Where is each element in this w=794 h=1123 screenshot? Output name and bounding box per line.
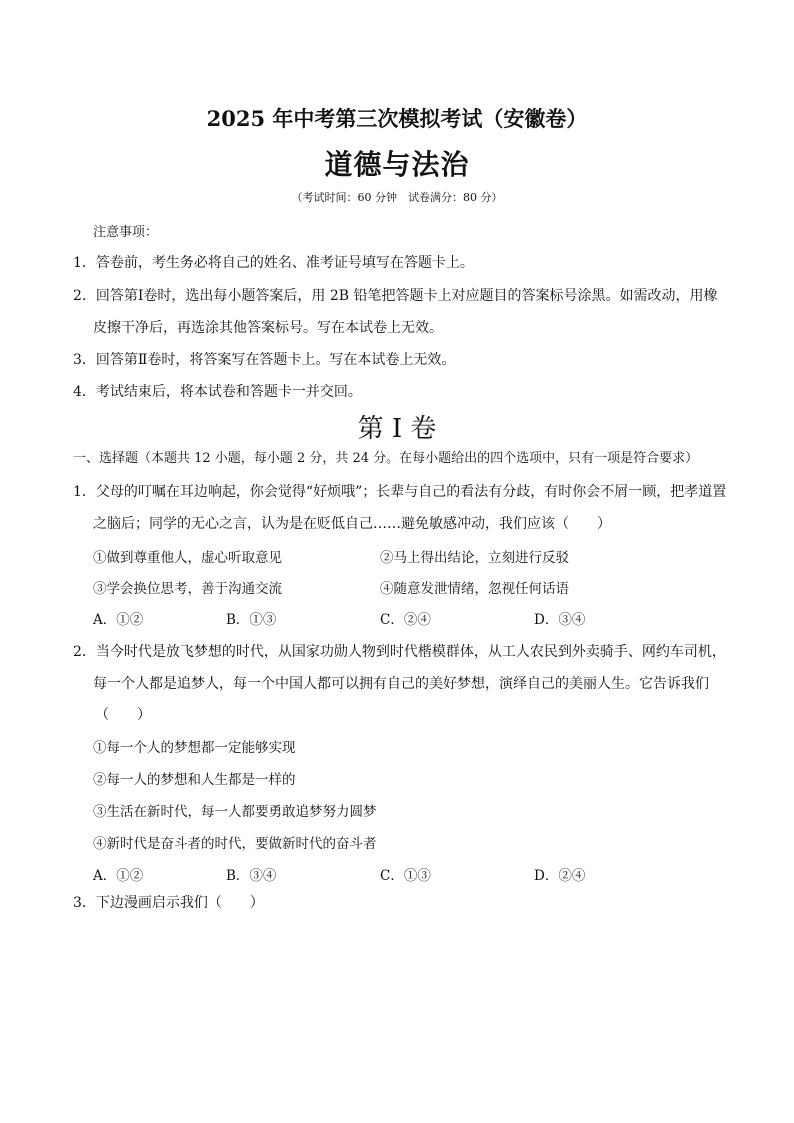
q2-statement-1: ①每一个人的梦想都一定能够实现 — [93, 740, 296, 756]
q2-answer-blank: （ ） — [95, 707, 151, 723]
q1-option-d: D．③④ — [534, 612, 586, 628]
q1-stem-line2: 之脑后；同学的无心之言，认为是在贬低自己……避免敏感冲动，我们应该（ ） — [93, 516, 611, 532]
q1-stem-line1: 1．父母的叮嘱在耳边响起，你会觉得“好烦哦”；长辈与自己的看法有分歧，有时你会不屑一顾，把孝道置 — [73, 484, 727, 500]
note-item-2-cont: 皮擦干净后，再选涂其他答案标号。写在本试卷上无效。 — [93, 320, 443, 336]
note-item-1: 1．答卷前，考生务必将自己的姓名、准考证号填写在答题卡上。 — [73, 255, 474, 271]
note-item-3: 3．回答第Ⅱ卷时，将答案写在答题卡上。写在本试卷上无效。 — [73, 352, 456, 368]
q2-stem-line1: 2．当今时代是放飞梦想的时代，从国家功勋人物到时代楷模群体，从工人农民到外卖骑手、网约车司机， — [73, 644, 726, 660]
q3-stem: 3．下边漫画启示我们（ ） — [73, 895, 264, 911]
q1-option-a: A．①② — [93, 612, 144, 628]
part-heading: 一、选择题（本题共 12 小题，每小题 2 分，共 24 分。在每小题给出的四个选项中，只有一项是符合要求） — [73, 451, 699, 466]
q2-option-d: D．②④ — [534, 868, 586, 884]
exam-info: （考试时间：60 分钟 试卷满分：80 分） — [291, 191, 503, 204]
q2-option-a: A．①② — [93, 868, 144, 884]
q2-option-b: B．③④ — [226, 868, 277, 884]
notes-heading: 注意事项： — [93, 225, 159, 240]
q2-statement-2: ②每一人的梦想和人生都是一样的 — [93, 772, 296, 788]
q1-option-b: B．①③ — [226, 612, 277, 628]
exam-title: 2025 年中考第三次模拟考试（安徽卷） — [206, 106, 588, 131]
note-item-4: 4．考试结束后，将本试卷和答题卡一并交回。 — [73, 384, 362, 400]
note-item-2: 2．回答第Ⅰ卷时，选出每小题答案后，用 2B 铅笔把答题卡上对应题目的答案标号涂黑。如需改动，用橡 — [73, 288, 718, 304]
q2-option-c: C．①③ — [380, 868, 431, 884]
q1-statement-2: ②马上得出结论，立刻进行反驳 — [380, 550, 569, 566]
q2-stem-line2: 每一个人都是追梦人，每一个中国人都可以拥有自己的美好梦想，演绎自己的美丽人生。它告诉我们 — [93, 676, 709, 692]
subject-title: 道德与法治 — [324, 148, 470, 181]
q1-option-c: C．②④ — [380, 612, 431, 628]
q2-statement-3: ③生活在新时代，每一人都要勇敢追梦努力圆梦 — [93, 804, 377, 820]
section-title: 第 I 卷 — [357, 414, 437, 444]
q1-statement-1: ①做到尊重他人，虚心听取意见 — [93, 550, 282, 566]
q2-statement-4: ④新时代是奋斗者的时代，要做新时代的奋斗者 — [93, 836, 377, 852]
q1-statement-4: ④随意发泄情绪，忽视任何话语 — [380, 581, 569, 597]
q1-statement-3: ③学会换位思考，善于沟通交流 — [93, 581, 282, 597]
